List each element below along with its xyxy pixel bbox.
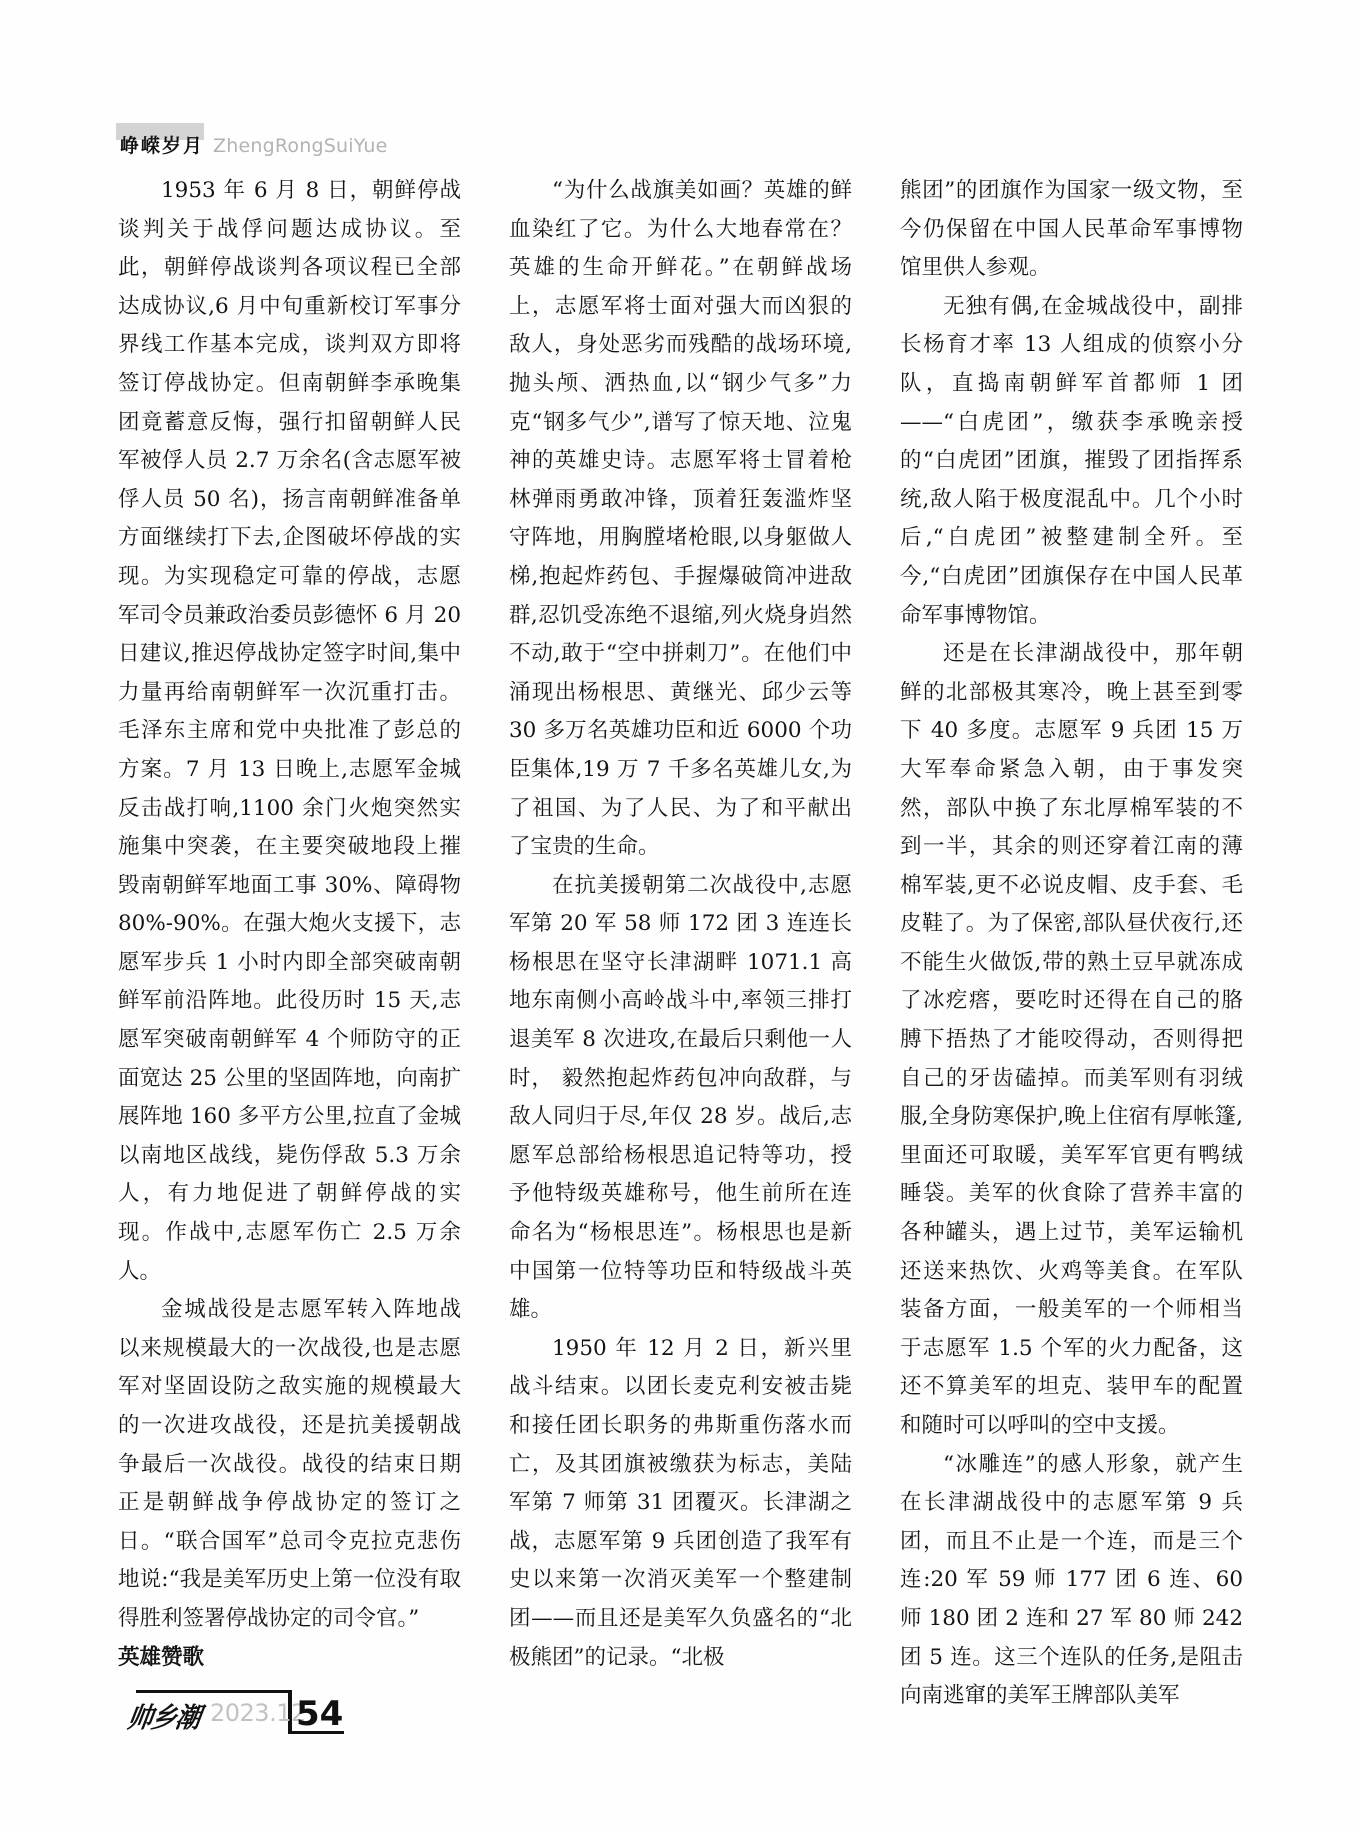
- text-column-3: [900, 172, 1244, 1709]
- paragraph: 1950 年 12 月 2 日，新兴里战斗结束。以团长麦克利安被击毙和接任团长职务的弗斯重伤落水而亡，及其团旗被缴获为标志，美陆军第 7 师第 31 团覆灭。长津湖之战，志愿军第 9 兵团创造了我军有史以来第一次消灭美军一个整建制团——而且还是美军久负盛名的“北极熊团”的记录。“北极: [509, 1335, 852, 1670]
- paragraph: 还是在长津湖战役中，那年朝鲜的北部极其寒冷，晚上甚至到零下 40 多度。志愿军 9 兵团 15 万大军奉命紧急入朝，由于事发突然，部队中换了东北厚棉军装的不到一半，其余的则还穿着江南的薄棉军装,更不必说皮帽、皮手套、毛皮鞋了。为了保密,部队昼伏夜行,还不能生火做饭,带的熟土豆早就冻成了冰疙瘩，要吃时还得在自己的胳膊下捂热了才能咬得动，否则得把自己的牙齿磕掉。而美军则有羽绒服,全身防寒保护,晚上住宿有厚帐篷,里面还可取暖，美军军官更有鸭绒睡袋。美军的伙食除了营养丰富的各种罐头，遇上过节，美军运输机还送来热饮、火鸡等美食。在军队装备方面，一般美军的一个师相当于志愿军 1.5 个军的火力配备，这还不算美军的坦克、装甲车的配置和随时可以呼叫的空中支援。: [900, 641, 1244, 1438]
- paragraph: 无独有偶,在金城战役中，副排长杨育才率 13 人组成的侦察小分队，直捣南朝鲜军首都师 1 团——“白虎团”，缴获李承晚亲授的“白虎团”团旗，摧毁了团指挥系统,敌人陷于极度混乱中。几个小时后,“白虎团”被整建制全歼。至今,“白虎团”团旗保存在中国人民革命军事博物馆。: [900, 293, 1243, 628]
- paragraph: 金城战役是志愿军转入阵地战以来规模最大的一次战役,也是志愿军对坚固设防之敌实施的规模最大的一次进攻战役，还是抗美援朝战争最后一次战役。战役的结束日期正是朝鲜战争停战协定的签订之日。“联合国军”总司令克拉克悲伤地说:“我是美军历史上第一位没有取得胜利签署停战协定的司令官。”: [118, 1297, 461, 1631]
- text-column-2: [509, 172, 852, 1670]
- section-heading: 英雄赞歌: [118, 1644, 205, 1670]
- paragraph: 1953 年 6 月 8 日，朝鲜停战谈判关于战俘问题达成协议。至此，朝鲜停战谈判各项议程已全部达成协议,6 月中旬重新校订军事分界线工作基本完成，谈判双方即将签订停战协定。但南朝鲜李承晚集团竟蓄意反悔，强行扣留朝鲜人民军被俘人员 2.7 万余名(含志愿军被俘人员 50 名)，扬言南朝鲜准备单方面继续打下去,企图破坏停战的实现。为实现稳定可靠的停战，志愿军司令员兼政治委员彭德怀 6 月 20 日建议,推迟停战协定签字时间,集中力量再给南朝鲜军一次沉重打击。毛泽东主席和党中央批准了彭总的方案。7 月 13 日晚上,志愿军金城反击战打响,1100 余门火炮突然实施集中突袭，在主要突破地段上摧毁南朝鲜军地面工事 30%、障碍物 80%-90%。在强大炮火支援下，志愿军步兵 1 小时内即全部突破南朝鲜军前沿阵地。此役历时 15 天,志愿军突破南朝鲜军 4 个师防守的正面宽达 25 公里的坚固阵地，向南扩展阵地 160 多平方公里,拉直了金城以南地区战线，毙伤俘敌 5.3 万余人，有力地促进了朝鲜停战的实现。作战中,志愿军伤亡 2.5 万余人。: [118, 178, 461, 1284]
- page-footer: [118, 1690, 438, 1740]
- running-head-pinyin: ZhengRongSuiYue: [213, 135, 388, 157]
- paragraph: “冰雕连”的感人形象，就产生在长津湖战役中的志愿军第 9 兵团，而且不止是一个连，而是三个连:20 军 59 师 177 团 6 连、60 师 180 团 2 连和 27 军 80 师 242 团 5 连。这三个连队的任务,是阻击向南逃窜的美军王牌部队美军: [900, 1451, 1243, 1709]
- text-column-1: [118, 172, 461, 1670]
- issue-date: 2023.12: [210, 1699, 306, 1727]
- running-head-chinese: 峥嵘岁月: [118, 130, 206, 159]
- article-body: [118, 172, 1244, 1709]
- page-number: 54: [296, 1694, 344, 1734]
- paragraph: 熊团”的团旗作为国家一级文物，至今仍保留在中国人民革命军事博物馆里供人参观。: [900, 178, 1243, 281]
- paragraph: 在抗美援朝第二次战役中,志愿军第 20 军 58 师 172 团 3 连连长杨根思在坚守长津湖畔 1071.1 高地东南侧小高岭战斗中,率领三排打退美军 8 次进攻,在最后只剩他一人时， 毅然抱起炸药包冲向敌群，与敌人同归于尽,年仅 28 岁。战后,志愿军总部给杨根思追记特等功，授予他特级英雄称号，他生前所在连命名为“杨根思连”。杨根思也是新中国第一位特等功臣和特级战斗英雄。: [509, 872, 852, 1323]
- paragraph: “为什么战旗美如画？英雄的鲜血染红了它。为什么大地春常在？英雄的生命开鲜花。”在朝鲜战场上，志愿军将士面对强大而凶狠的敌人，身处恶劣而残酷的战场环境,抛头颅、洒热血,以“钢少气多”力克“钢多气少”,谱写了惊天地、泣鬼神的英雄史诗。志愿军将士冒着枪林弹雨勇敢冲锋，顶着狂轰滥炸坚守阵地，用胸膛堵枪眼,以身躯做人梯,抱起炸药包、手握爆破筒冲进敌群,忍饥受冻绝不退缩,列火烧身岿然不动,敢于“空中拼刺刀”。在他们中涌现出杨根思、黄继光、邱少云等 30 多万名英雄功臣和近 6000 个功臣集体,19 万 7 千多名英雄儿女,为了祖国、为了人民、为了和平献出了宝贵的生命。: [509, 178, 852, 860]
- publication-logo: 帅乡潮: [125, 1701, 203, 1734]
- running-head: [118, 130, 387, 160]
- footer-rule: [136, 1690, 290, 1693]
